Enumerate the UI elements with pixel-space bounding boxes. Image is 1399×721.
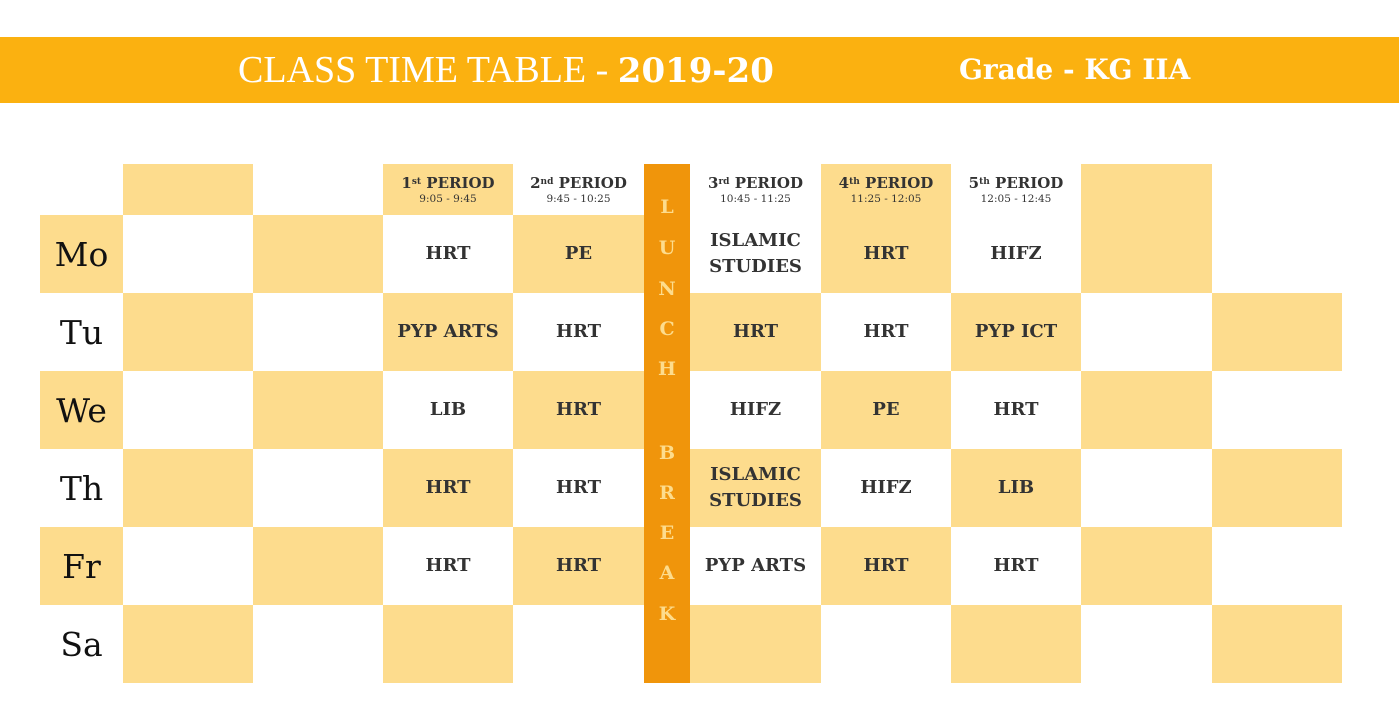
subject-cell bbox=[821, 371, 951, 449]
lunch-letter: L bbox=[660, 196, 674, 218]
grid-cell bbox=[123, 371, 253, 449]
subject-cell bbox=[690, 215, 821, 293]
period-time: 10:45 - 11:25 bbox=[720, 192, 791, 205]
subject-name: PYP ICT bbox=[974, 321, 1058, 342]
lunch-letter: E bbox=[659, 522, 675, 544]
subject-name: HRT bbox=[425, 477, 471, 498]
grid-cell bbox=[1081, 215, 1212, 293]
grid-cell bbox=[1081, 605, 1212, 683]
subject-cell bbox=[513, 293, 644, 371]
subject-name: PYP ARTS bbox=[397, 321, 499, 342]
page-title: CLASS TIME TABLE - 2019-20 bbox=[238, 49, 774, 91]
subject-cell bbox=[383, 215, 513, 293]
subject-cell bbox=[383, 605, 513, 683]
grid-cell bbox=[253, 605, 383, 683]
subject-cell bbox=[951, 449, 1081, 527]
period-word: PERIOD bbox=[989, 173, 1064, 192]
subject-cell bbox=[690, 449, 821, 527]
subject-cell bbox=[951, 371, 1081, 449]
period-time: 9:05 - 9:45 bbox=[419, 192, 477, 205]
period-header-1 bbox=[383, 164, 513, 215]
subject-cell bbox=[513, 527, 644, 605]
subject-cell bbox=[513, 215, 644, 293]
day-label: Fr bbox=[40, 527, 123, 605]
grid-cell bbox=[123, 449, 253, 527]
subject-name: HIFZ bbox=[729, 399, 782, 420]
grid-cell bbox=[123, 527, 253, 605]
subject-name: HRT bbox=[993, 399, 1039, 420]
period-time: 12:05 - 12:45 bbox=[980, 192, 1052, 205]
period-header-3 bbox=[690, 164, 821, 215]
subject-name: HRT bbox=[555, 555, 602, 576]
grid-cell bbox=[1212, 449, 1342, 527]
day-label: We bbox=[40, 371, 123, 449]
period-number: 1 bbox=[401, 173, 412, 192]
period-label bbox=[530, 174, 627, 192]
subject-cell bbox=[383, 449, 513, 527]
period-ordinal: rd bbox=[718, 176, 730, 187]
lunch-letter: U bbox=[658, 237, 676, 259]
period-word: PERIOD bbox=[729, 173, 803, 192]
grid-cell bbox=[1081, 449, 1212, 527]
period-word: PERIOD bbox=[553, 173, 627, 192]
grid-cell bbox=[1081, 293, 1212, 371]
subject-cell bbox=[383, 293, 513, 371]
grid-cell bbox=[1212, 605, 1342, 683]
grid-cell bbox=[253, 449, 383, 527]
period-number: 2 bbox=[530, 173, 541, 192]
grid-cell bbox=[1212, 527, 1342, 605]
subject-cell bbox=[690, 371, 821, 449]
subject-name: PYP ARTS bbox=[704, 555, 807, 576]
subject-name: LIB bbox=[997, 477, 1035, 498]
lunch-letter: C bbox=[659, 318, 675, 340]
grid-cell bbox=[1081, 527, 1212, 605]
subject-name: ISLAMIC STUDIES bbox=[709, 464, 802, 511]
subject-cell bbox=[821, 605, 951, 683]
lunch-letter: N bbox=[658, 278, 676, 300]
subject-cell bbox=[951, 605, 1081, 683]
subject-name: HRT bbox=[555, 477, 602, 498]
subject-cell bbox=[513, 605, 644, 683]
academic-year: 2019-20 bbox=[617, 51, 774, 91]
subject-cell bbox=[383, 527, 513, 605]
lunch-letter: H bbox=[658, 358, 676, 380]
subject-name: PE bbox=[564, 243, 593, 264]
subject-name: HRT bbox=[555, 399, 602, 420]
header-blank bbox=[123, 164, 253, 215]
subject-name: HRT bbox=[863, 321, 909, 342]
subject-name: HRT bbox=[425, 243, 471, 264]
lunch-letter: R bbox=[659, 482, 675, 504]
subject-cell bbox=[951, 293, 1081, 371]
subject-name: ISLAMIC STUDIES bbox=[709, 230, 802, 277]
day-label: Mo bbox=[40, 215, 123, 293]
day-label: Tu bbox=[40, 293, 123, 371]
period-number: 5 bbox=[968, 173, 980, 192]
grade-label: Grade - KG IIA bbox=[959, 53, 1191, 86]
title-banner bbox=[0, 37, 1399, 103]
subject-name: HIFZ bbox=[990, 243, 1042, 264]
period-header-4 bbox=[821, 164, 951, 215]
lunch-letter: B bbox=[658, 442, 676, 464]
period-label bbox=[401, 174, 494, 192]
subject-name: HRT bbox=[863, 243, 909, 264]
grid-cell bbox=[253, 215, 383, 293]
subject-cell bbox=[690, 293, 821, 371]
grid-cell bbox=[1081, 371, 1212, 449]
period-ordinal: th bbox=[849, 176, 860, 187]
lunch-break-column bbox=[644, 164, 690, 683]
grid-cell bbox=[253, 527, 383, 605]
subject-name: LIB bbox=[429, 399, 467, 420]
subject-cell bbox=[951, 527, 1081, 605]
period-label bbox=[839, 174, 934, 192]
grid-cell bbox=[123, 215, 253, 293]
subject-name: HRT bbox=[425, 555, 471, 576]
day-label: Sa bbox=[40, 605, 123, 683]
period-label bbox=[708, 174, 803, 192]
day-label: Th bbox=[40, 449, 123, 527]
header-blank bbox=[1081, 164, 1212, 215]
subject-name: HRT bbox=[863, 555, 909, 576]
period-ordinal: nd bbox=[540, 176, 554, 187]
period-word: PERIOD bbox=[421, 173, 495, 192]
subject-cell bbox=[821, 293, 951, 371]
subject-cell bbox=[690, 605, 821, 683]
subject-cell bbox=[821, 527, 951, 605]
grid-cell bbox=[253, 371, 383, 449]
lunch-letter: K bbox=[658, 603, 676, 625]
subject-name: HRT bbox=[993, 555, 1039, 576]
subject-cell bbox=[821, 449, 951, 527]
grid-cell bbox=[1212, 371, 1342, 449]
period-ordinal: th bbox=[979, 176, 990, 187]
grid-cell bbox=[123, 605, 253, 683]
subject-cell bbox=[821, 215, 951, 293]
grid-cell bbox=[1212, 293, 1342, 371]
lunch-letter: A bbox=[659, 562, 675, 584]
period-ordinal: st bbox=[411, 176, 422, 187]
subject-name: HIFZ bbox=[860, 477, 912, 498]
period-header-2 bbox=[513, 164, 644, 215]
period-word: PERIOD bbox=[859, 173, 934, 192]
subject-name: PE bbox=[872, 399, 900, 420]
period-time: 9:45 - 10:25 bbox=[546, 192, 611, 205]
period-time: 11:25 - 12:05 bbox=[850, 192, 922, 205]
subject-cell bbox=[383, 371, 513, 449]
period-label bbox=[969, 174, 1064, 192]
period-number: 3 bbox=[708, 173, 719, 192]
grid-cell bbox=[1212, 215, 1342, 293]
subject-cell bbox=[690, 527, 821, 605]
header-blank bbox=[253, 164, 383, 215]
subject-cell bbox=[513, 371, 644, 449]
subject-cell bbox=[513, 449, 644, 527]
subject-name: HRT bbox=[555, 321, 602, 342]
period-number: 4 bbox=[838, 173, 850, 192]
grid-cell bbox=[123, 293, 253, 371]
subject-cell bbox=[951, 215, 1081, 293]
grid-cell bbox=[253, 293, 383, 371]
subject-name: HRT bbox=[732, 321, 779, 342]
period-header-5 bbox=[951, 164, 1081, 215]
